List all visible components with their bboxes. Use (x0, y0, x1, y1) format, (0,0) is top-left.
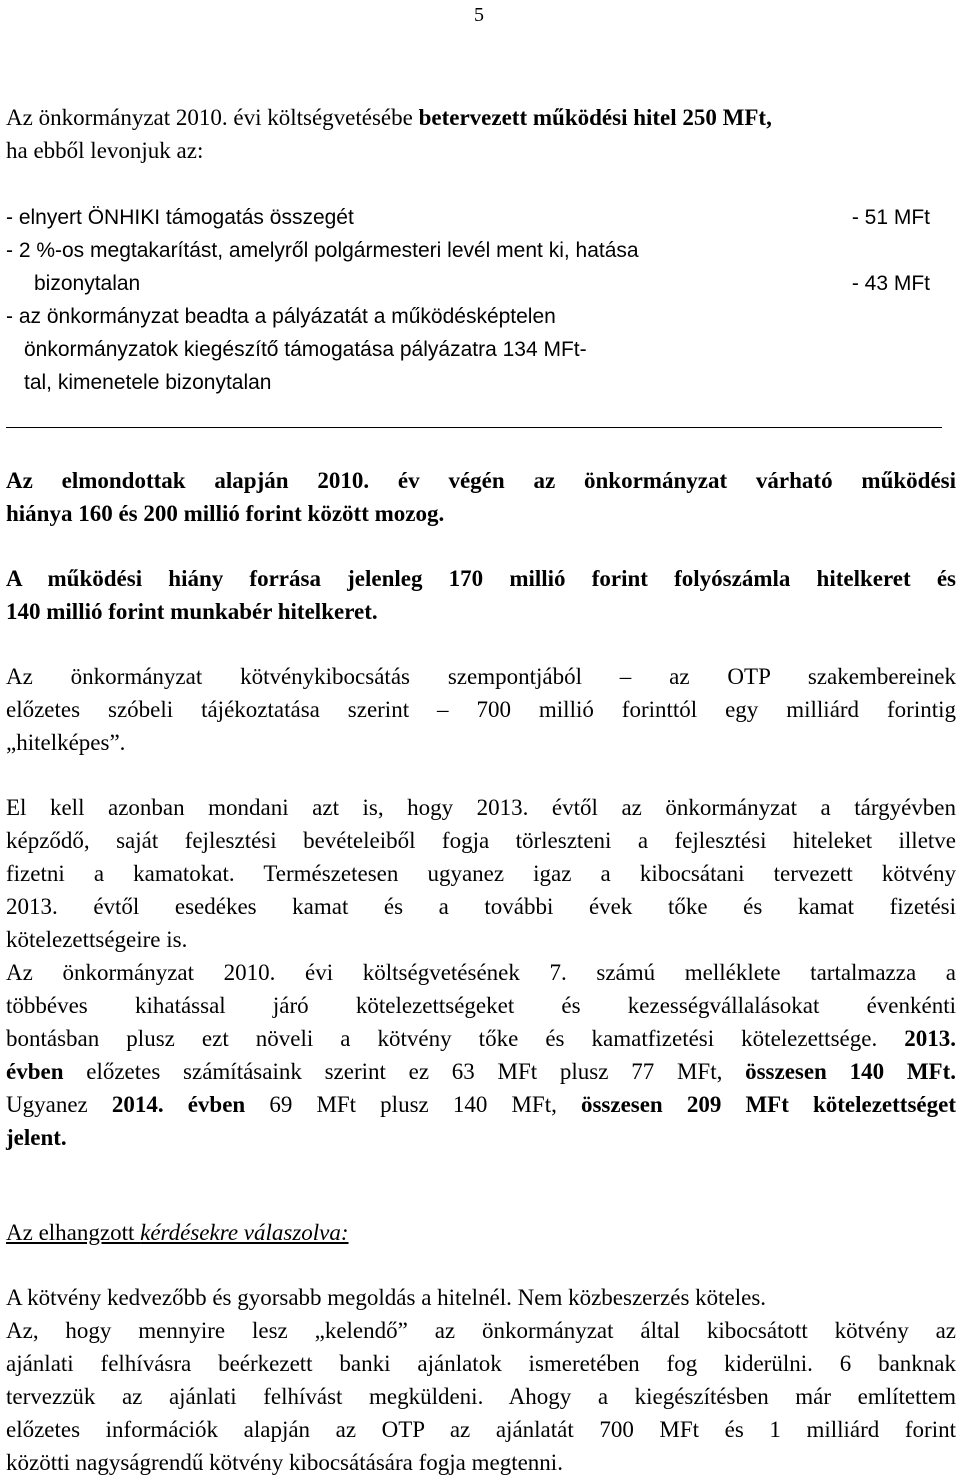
conclusion-line: hiánya 160 és 200 millió forint között mozog. (6, 501, 445, 526)
annex-line (6, 1055, 956, 1088)
annex-text: 69 MFt plusz 140 MFt, (245, 1092, 581, 1117)
annex-line (6, 1022, 956, 1055)
intro-line-1 (6, 101, 956, 134)
annex-line: Az önkormányzat 2010. évi költségvetésének 7. számú melléklete tartalmazza a (6, 960, 956, 985)
otp-paragraph (6, 660, 956, 759)
annex-text: előzetes számításaink szerint ez 63 MFt plusz 77 MFt, (63, 1059, 746, 1084)
repayment-line: 2013. évtől esedékes kamat és a további évek tőke és kamat fizetési (6, 894, 956, 919)
annex-line (6, 1088, 956, 1121)
intro-text: Az önkormányzat 2010. évi költségvetésébe (6, 105, 419, 130)
list-item-text: - 2 %-os megtakarítást, amelyről polgármesteri levél ment ki, hatása (6, 239, 639, 262)
list-item (6, 234, 948, 267)
annex-bold-text: összesen 140 MFt. (745, 1059, 956, 1084)
annex-bold-text: 2014. évben (111, 1092, 246, 1117)
repayment-line: kötelezettségeire is. (6, 927, 188, 952)
answer-line: Az, hogy mennyire lesz „kelendő” az önkormányzat által kibocsátott kötvény az (6, 1318, 956, 1343)
intro-paragraph (6, 101, 956, 167)
otp-line: Az önkormányzat kötvénykibocsátás szempontjából – az OTP szakembereinek (6, 664, 956, 689)
list-item-text: önkormányzatok kiegészítő támogatása pályázatra 134 MFt- (24, 338, 587, 361)
list-item-text: - elnyert ÖNHIKI támogatás összegét (6, 206, 354, 229)
answers-paragraph (6, 1281, 956, 1479)
list-item-text: - az önkormányzat beadta a pályázatát a működésképtelen (6, 305, 556, 328)
list-item-text: tal, kimenetele bizonytalan (24, 371, 272, 394)
intro-bold-text: betervezett működési hitel 250 MFt, (418, 105, 772, 130)
otp-line: „hitelképes”. (6, 730, 126, 755)
deficit-line: 140 millió forint munkabér hitelkeret. (6, 599, 378, 624)
otp-line: előzetes szóbeli tájékoztatása szerint – 700 millió forinttól egy milliárd forintig (6, 697, 956, 722)
horizontal-rule (6, 427, 942, 428)
answer-line: előzetes információk alapján az OTP az ajánlatát 700 MFt és 1 milliárd forint (6, 1417, 956, 1442)
deduction-list (6, 201, 948, 399)
repayment-line: képződő, saját fejlesztési bevételeiből fogja törleszteni a fejlesztési hiteleket illetve (6, 828, 956, 853)
conclusion-paragraph (6, 464, 956, 530)
questions-heading-text: Az elhangzott (6, 1220, 141, 1245)
annex-bold-text: összesen 209 MFt kötelezettséget (580, 1092, 956, 1117)
answer-line: tervezzük az ajánlati felhívást megküldeni. Ahogy a kiegészítésben már említettem (6, 1384, 956, 1409)
list-item (6, 300, 948, 333)
repayment-paragraph (6, 791, 956, 956)
list-item-text: bizonytalan (34, 272, 141, 295)
annex-paragraph (6, 956, 956, 1154)
answer-line: közötti nagyságrendű kötvény kibocsátására fogja megtenni. (6, 1450, 563, 1475)
list-item (6, 201, 948, 234)
annex-bold-text: évben (6, 1059, 64, 1084)
annex-line: többéves kihatással járó kötelezettségeket és kezességvállalásokat évenkénti (6, 993, 956, 1018)
deficit-line: A működési hiány forrása jelenleg 170 millió forint folyószámla hitelkeret és (6, 566, 956, 591)
list-item-continuation (6, 366, 948, 399)
list-item-continuation (6, 267, 948, 300)
intro-line-2: ha ebből levonjuk az: (6, 138, 204, 163)
annex-line (6, 1121, 956, 1154)
answer-line: ajánlati felhívásra beérkezett banki ajánlatok ismeretében fog kiderülni. 6 banknak (6, 1351, 956, 1376)
list-item-continuation (6, 333, 948, 366)
questions-heading-italic: kérdésekre válaszolva: (140, 1220, 349, 1245)
annex-bold-text: 2013. (904, 1026, 956, 1051)
annex-text: Ugyanez (6, 1092, 112, 1117)
repayment-line: El kell azonban mondani azt is, hogy 2013. évtől az önkormányzat a tárgyévben (6, 795, 956, 820)
annex-text: bontásban plusz ezt növeli a kötvény tőke és kamatfizetési kötelezettsége. (6, 1026, 905, 1051)
list-item-amount: - 43 MFt (851, 272, 930, 295)
page-number: 5 (474, 4, 484, 26)
repayment-line: fizetni a kamatokat. Természetesen ugyanez igaz a kibocsátani tervezett kötvény (6, 861, 956, 886)
answer-line: A kötvény kedvezőbb és gyorsabb megoldás a hitelnél. Nem közbeszerzés köteles. (6, 1285, 767, 1310)
annex-bold-text: jelent. (6, 1125, 67, 1150)
list-item-amount: - 51 MFt (851, 206, 930, 229)
deficit-source-paragraph (6, 562, 956, 628)
questions-heading (6, 1216, 956, 1249)
conclusion-line: Az elmondottak alapján 2010. év végén az önkormányzat várható működési (6, 468, 956, 493)
